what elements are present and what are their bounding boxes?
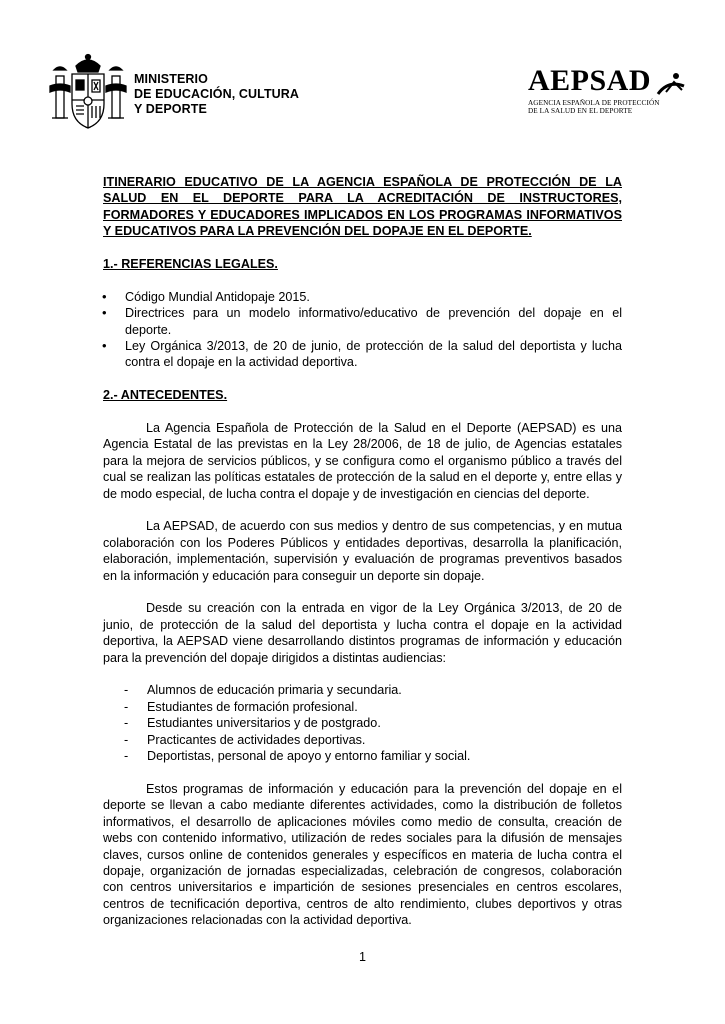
paragraph: La Agencia Española de Protección de la Salud en el Deporte (AEPSAD) es una Agencia Estatal de las previstas en la Ley 28/2006, de 18 de julio, de Agencias estatales para la mejora de servicios públicos, y se configura como el organismo público a través del cual se realizan las políticas estatales de protección de la salud en el deporte y, entre ellas y de modo especial, de lucha contra el dopaje y de investigación en ciencias del deporte. bbox=[103, 421, 622, 501]
aepsad-logo bbox=[528, 66, 688, 115]
coat-of-arms-icon bbox=[48, 52, 128, 134]
section-heading-legal-references: 1.- REFERENCIAS LEGALES. bbox=[103, 257, 278, 272]
ministry-name bbox=[134, 70, 299, 117]
aepsad-subtitle-line-1: AGENCIA ESPAÑOLA DE PROTECCIÓN bbox=[528, 99, 660, 107]
ministry-line-3: Y DEPORTE bbox=[134, 101, 207, 116]
list-item: - Estudiantes de formación profesional. bbox=[103, 699, 622, 715]
paragraph: La AEPSAD, de acuerdo con sus medios y dentro de sus competencias, y en mutua colaboración con los Poderes Públicos y entidades deportivas, desarrolla la planificación, elaboración, implementación, supervisión y evaluación de programas preventivos basados en la información y educación para conseguir un deporte sin dopaje. bbox=[103, 519, 622, 583]
paragraph: Desde su creación con la entrada en vigor de la Ley Orgánica 3/2013, de 20 de junio, de protección de la salud del deportista y lucha contra el dopaje en la actividad deportiva, la AEPSAD viene desarrollando distintos programas de información y educación para la prevención del dopaje dirigidos a distintas audiencias: bbox=[103, 601, 622, 665]
aepsad-subtitle bbox=[528, 99, 688, 115]
paragraph: Estos programas de información y educación para la prevención del dopaje en el deporte se llevan a cabo mediante diferentes actividades, como la distribución de folletos informativos, el desarrollo de aplicaciones móviles como medio de consulta, creación de webs con contenido informativo, utilización de redes sociales para la difusión de mensajes claves, cursos online de contenidos generales y específicos en materia de lucha contra el dopaje, organización de jornadas especializadas, celebración de congresos, colaboración con centros universitarios e impartición de sesiones presenciales en centros escolares, centros de tecnificación deportiva, centros de alto rendimiento, clubes deportivos y otras organizaciones relacionadas con la actividad deportiva. bbox=[103, 781, 622, 928]
list-item: - Alumnos de educación primaria y secundaria. bbox=[103, 682, 622, 698]
ministry-line-1: MINISTERIO bbox=[134, 71, 208, 86]
ministry-header bbox=[48, 52, 299, 134]
list-item: - Estudiantes universitarios y de postgrado. bbox=[103, 715, 622, 731]
audiences-list bbox=[103, 682, 622, 764]
list-item: - Deportistas, personal de apoyo y entorno familiar y social. bbox=[103, 748, 622, 764]
page-number: 1 bbox=[358, 950, 366, 964]
list-item: - Practicantes de actividades deportivas. bbox=[103, 732, 622, 748]
document-body bbox=[103, 174, 622, 929]
aepsad-logo-text: AEPSAD bbox=[528, 64, 652, 97]
legal-references-list bbox=[103, 289, 622, 371]
runner-icon bbox=[656, 72, 686, 98]
aepsad-subtitle-line-2: DE LA SALUD EN EL DEPORTE bbox=[528, 107, 633, 115]
section-heading-background: 2.- ANTECEDENTES. bbox=[103, 388, 228, 403]
list-item: • Código Mundial Antidopaje 2015. bbox=[103, 289, 622, 305]
document-title: ITINERARIO EDUCATIVO DE LA AGENCIA ESPAÑOLA DE PROTECCIÓN DE LA SALUD EN EL DEPORTE PARA LA ACREDITACIÓN DE INSTRUCTORES, FORMADORES Y EDUCADORES IMPLICADOS EN LOS PROGRAMAS INFORMATIVOS Y EDUCATIVOS PARA LA PREVENCIÓN DEL DOPAJE EN EL DEPORTE. bbox=[103, 175, 622, 239]
list-item: • Ley Orgánica 3/2013, de 20 de junio, de protección de la salud del deportista y lucha contra el dopaje en la actividad deportiva. bbox=[103, 338, 622, 371]
ministry-line-2: DE EDUCACIÓN, CULTURA bbox=[134, 86, 300, 101]
list-item: • Directrices para un modelo informativo/educativo de prevención del dopaje en el deporte. bbox=[103, 305, 622, 338]
